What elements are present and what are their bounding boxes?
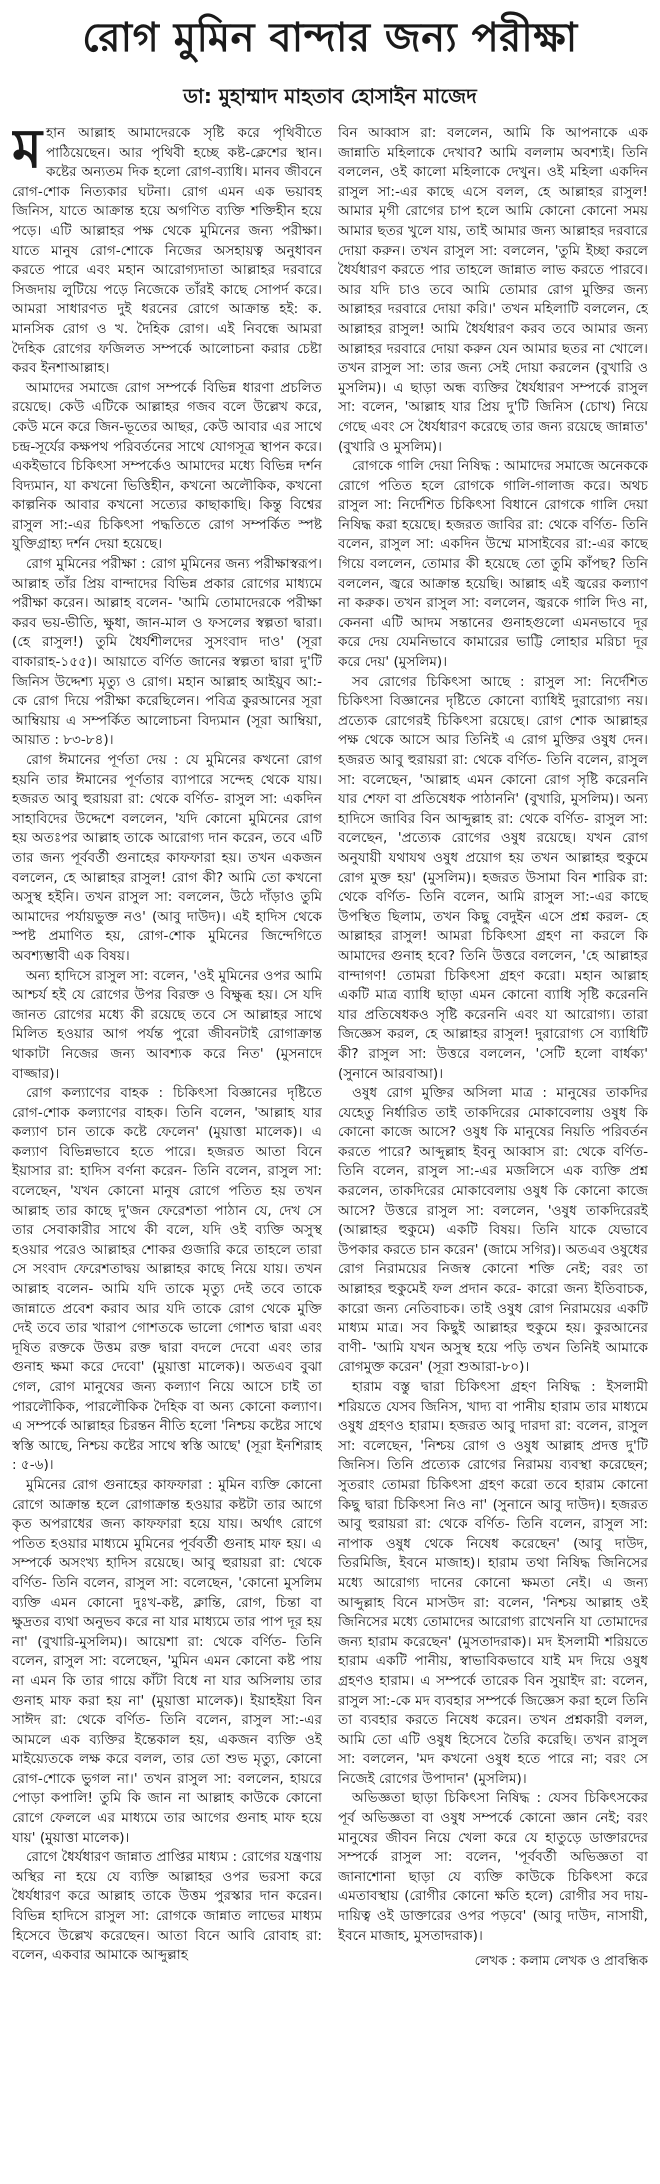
article-byline: ডা: মুহাম্মাদ মাহতাব হোসাইন মাজেদ — [183, 84, 477, 108]
author-note: লেখক : কলাম লেখক ও প্রাবন্ধিক — [474, 1954, 648, 1970]
paragraph: রোগকে গালি দেয়া নিষিদ্ধ : আমাদের সমাজে অনেককে রোগে পতিত হলে রোগকে গালি-গালাজ করে। অথচ রাসুল সা: নির্দেশিত চিকিৎসা বিধানে রোগকে গালি দেয়া নিষিদ্ধ করা হয়েছে। হজরত জাবির রা: থেকে বর্ণিত- তিনি বলেন, রাসুল সা: একদিন উম্মে মাসাইবের রা:-এর কাছে গিয়ে বললেন, তোমার কী হয়েছে তো তুমি কাঁপছ? তিনি বললেন, জ্বরে আক্রান্ত হয়েছি। আল্লাহ এই জ্বরের কল্যাণ না করুক। তখন রাসুল সা: বললেন, জ্বরকে গালি দিও না, কেননা এটি আদম সন্তানের গুনাহগুলো এমনভাবে দূর করে দেয় যেমনিভাবে কামারের ভাট্টি লোহার মরিচা দূর করে দেয়' (মুসলিম)। — [338, 458, 648, 671]
article-title: রোগ মুমিন বান্দার জন্য পরীক্ষা — [82, 15, 578, 61]
paragraph: ওষুধ রোগ মুক্তির অসিলা মাত্র : মানুষের তাকদির যেহেতু নির্ধারিত তাই তাকদিরের মোকাবেলায় ওষুধ কি কোনো কাজে আসে? ওষুধ কি মানুষের নিয়তি পরিবর্তন করতে পারে? আব্দুল্লাহ ইবনু আব্বাস রা: থেকে বর্ণিত- তিনি বলেন, রাসুল সা:-এর মজলিসে এক ব্যক্তি প্রশ্ন করলেন, তাকদিরের মোকাবেলায় ওষুধ কি কোনো কাজে আসে? উত্তরে রাসুল সা: বললেন, 'ওষুধ তাকদিরেরই (আল্লাহর হুকুমে) একটি বিষয়। তিনি যাকে যেভাবে উপকার করতে চান করেন' (জামে সগির)। অতএব ওষুধের রোগ নিরাময়ের নিজস্ব কোনো শক্তি নেই; বরং তা আল্লাহর হুকুমেই ফল প্রদান করে- কারো জন্য ইতিবাচক, কারো জন্য নেতিবাচক। তাই ওষুধ রোগ নিরাময়ের একটি মাধ্যম মাত্র। সব কিছুই আল্লাহর হুকুমে হয়। কুরআনের বাণী- 'আমি যখন অসুস্থ হয়ে পড়ি তখন তিনিই আমাকে রোগমুক্ত করেন' (সূরা শুআরা-৮০)। — [338, 1085, 648, 1376]
paragraph: রোগ ঈমানের পূর্ণতা দেয় : যে মুমিনের কখনো রোগ হয়নি তার ঈমানের পূর্ণতার ব্যাপারে সন্দেহ থেকে যায়। হজরত আবু হুরায়রা রা: থেকে বর্ণিত- রাসুল সা: একদিন সাহাবিদের উদ্দেশে বললেন, 'যদি কোনো মুমিনের রোগ হয় অতঃপর আল্লাহ তাকে আরোগ্য দান করেন, তবে এটি তার জন্য পূর্ববর্তী গুনাহের কাফফারা হয়। তখন একজন বললেন, হে আল্লাহর রাসুল! রোগ কী? আমি তো কখনো অসুস্থ হইনি। তখন রাসুল সা: বললেন, উঠে দাঁড়াও তুমি আমাদের পর্যায়ভুক্ত নও' (আবু দাউদ)। এই হাদিস থেকে স্পষ্ট প্রমাণিত হয়, রোগ-শোক মুমিনের জিন্দেগিতে অবশ্যম্ভাবী এক বিষয়। — [12, 752, 322, 964]
paragraph: বিন আব্বাস রা: বললেন, আমি কি আপনাকে এক জান্নাতি মহিলাকে দেখাব? আমি বললাম অবশ্যই। তিনি বললেন, ওই কালো মহিলাকে দেখুন। ওই মহিলা একদিন রাসুল সা:-এর কাছে এসে বলল, হে আল্লাহর রাসুল! আমার মৃগী রোগের চাপ হলে আমি কোনো কোনো সময় আমার ছতর খুলে যায়, তাই আমার জন্য আল্লাহর দরবারে দোয়া করুন। তখন রাসুল সা: বললেন, 'তুমি ইচ্ছা করলে ধৈর্যধারণ করতে পার তাহলে জান্নাত লাভ করতে পারবে। আর যদি চাও তবে আমি তোমার রোগ মুক্তির জন্য আল্লাহর দরবারে দোয়া করি।' তখন মহিলাটি বললেন, হে আল্লাহর রাসুল! আমি ধৈর্যধারণ করব তবে আমার জন্য আল্লাহর দরবারে দোয়া করুন যেন আমার ছতর না খোলে। তখন রাসুল সা: তার জন্য সেই দোয়া করলেন (বুখারি ও মুসলিম)। এ ছাড়া অন্ধ ব্যক্তির ধৈর্যধারণ সম্পর্কে রাসুল সা: বলেন, 'আল্লাহ যার প্রিয় দু'টি জিনিস (চোখ) নিয়ে গেছে এবং সে ধৈর্যধারণ করেছে তার জন্য রয়েছে জান্নাত' (বুখারি ও মুসলিম)। — [338, 125, 648, 455]
paragraph: রোগে ধৈর্যধারণ জান্নাত প্রাপ্তির মাধ্যম : রোগের যন্ত্রণায় অস্থির না হয়ে যে ব্যক্তি আল্লাহর ওপর ভরসা করে ধৈর্যধারণ করে আল্লাহ তাকে উত্তম পুরস্কার দান করেন। বিভিন্ন হাদিসে রাসুল সা: রোগকে জান্নাত লাভের মাধ্যম হিসেবে উল্লেখ করেছেন। আতা বিনে আবি রোবাহ রা: বলেন, একবার আমাকে আব্দুল্লাহ — [12, 1849, 322, 1964]
paragraph: মুমিনের রোগ গুনাহের কাফফারা : মুমিন ব্যক্তি কোনো রোগে আক্রান্ত হলে রোগাক্রান্ত হওয়ার কষ্টটা তার আগে কৃত অপরাধের জন্য কাফফারা হয়ে যায়। অর্থাৎ রোগে পতিত হওয়ার মাধ্যমে মুমিনের পূর্ববর্তী গুনাহ মাফ হয়। এ সম্পর্কে অসংখ্য হাদিস রয়েছে। আবু হুরায়রা রা: থেকে বর্ণিত- তিনি বলেন, রাসুল সা: বলেছেন, 'কোনো মুসলিম ব্যক্তি এমন কোনো দুঃখ-কষ্ট, ক্লান্তি, রোগ, চিন্তা বা ক্ষুদ্রতর ব্যথা অনুভব করে না যার মাধ্যমে তার পাপ দূর হয় না' (বুখারি-মুসলিম)। আয়েশা রা: থেকে বর্ণিত- তিনি বলেন, রাসুল সা: বলেছেন, 'মুমিন এমন কোনো কষ্ট পায় না এমন কি তার গায়ে কাঁটা বিধে না যার অসিলায় তার গুনাহ মাফ করা হয় না' (মুয়াত্তা মালেক)। ইয়াহইয়া বিন সাঈদ রা: থেকে বর্ণিত- তিনি বলেন, রাসুল সা:-এর আমলে এক ব্যক্তির ইন্তেকাল হয়, একজন ব্যক্তি ওই মাইয়্যেতকে লক্ষ করে বলল, তার তো শুভ মৃত্যু, কোনো রোগ-শোকে ভুগল না।' তখন রাসুল সা: বললেন, হায়রে পোড়া কপালি! তুমি কি জান না আল্লাহ কাউকে কোনো রোগে ফেললে এর মাধ্যমে তার আগের গুনাহ মাফ হয়ে যায়' (মুয়াত্তা মালেক)। — [12, 1476, 322, 1846]
left-column — [12, 124, 322, 2140]
paragraph: সব রোগের চিকিৎসা আছে : রাসুল সা: নির্দেশিত চিকিৎসা বিজ্ঞানের দৃষ্টিতে কোনো ব্যাধিই দুরারোগ্য নয়। প্রত্যেক রোগেরই চিকিৎসা রয়েছে। রোগ শোক আল্লাহর পক্ষ থেকে আসে আর তিনিই এ রোগ মুক্তির ওষুধ দেন। হজরত আবু হুরায়রা রা: থেকে বর্ণিত- তিনি বলেন, রাসুল সা: বলেছেন, 'আল্লাহ এমন কোনো রোগ সৃষ্টি করেননি যার শেফা বা প্রতিষেধক পাঠাননি' (বুখারি, মুসলিম)। অন্য হাদিসে জাবির বিন আব্দুল্লাহ রা: থেকে বর্ণিত- রাসুল সা: বলেছেন, 'প্রত্যেক রোগের ওষুধ রয়েছে। যখন রোগ অনুযায়ী যথাযথ ওষুধ প্রয়োগ হয় তখন আল্লাহর হুকুমে রোগ মুক্ত হয়' (মুসলিম)। হজরত উসামা বিন শারিক রা: থেকে বর্ণিত- তিনি বলেন, আমি রাসুল সা:-এর কাছে উপস্থিত ছিলাম, তখন কিছু বেদুইন এসে প্রশ্ন করল- হে আল্লাহর রাসুল! আমরা চিকিৎসা গ্রহণ না করলে কি আমাদের গুনাহ হবে? তিনি উত্তরে বললেন, 'হে আল্লাহর বান্দাগণ! তোমরা চিকিৎসা গ্রহণ করো। মহান আল্লাহ একটি মাত্র ব্যাধি ছাড়া এমন কোনো ব্যাধি সৃষ্টি করেননি যার প্রতিষেধকও সৃষ্টি করেননি এবং যা আরোগ্য। তারা জিজ্ঞেস করল, হে আল্লাহর রাসুল! দুরারোগ্য সে ব্যাধিটি কী? রাসুল সা: উত্তরে বললেন, 'সেটি হলো বার্ধক্য' (সুনানে আরবাআ)। — [338, 673, 648, 1082]
paragraph: রোগ মুমিনের পরীক্ষা : রোগ মুমিনের জন্য পরীক্ষাস্বরূপ। আল্লাহ তাঁর প্রিয় বান্দাদের বিভিন্ন প্রকার রোগের মাধ্যমে পরীক্ষা করেন। আল্লাহ বলেন- 'আমি তোমাদেরকে পরীক্ষা করব ভয়-ভীতি, ক্ষুধা, জান-মাল ও ফসলের স্বল্পতা দ্বারা। (হে রাসুল!) তুমি ধৈর্যশীলদের সুসংবাদ দাও' (সূরা বাকারাহ-১৫৫)। আয়াতে বর্ণিত জানের স্বল্পতা দ্বারা দু'টি জিনিস উদ্দেশ্য মৃত্যু ও রোগ। মহান আল্লাহ আইয়ুব আ:-কে রোগ দিয়ে পরীক্ষা করেছিলেন। পবিত্র কুরআনের সূরা আম্বিয়ায় এ সম্পর্কিত আলোচনা বিদ্যমান (সূরা আম্বিয়া, আয়াত : ৮৩-৮৪)। — [12, 556, 322, 749]
paragraph: রোগ কল্যাণের বাহক : চিকিৎসা বিজ্ঞানের দৃষ্টিতে রোগ-শোক কল্যাণের বাহক। তিনি বলেন, 'আল্লাহ যার কল্যাণ চান তাকে কষ্টে ফেলেন' (মুয়াত্তা মালেক)। এ কল্যাণ বিভিন্নভাবে হতে পারে। হজরত আতা বিনে ইয়াসার রা: হাদিস বর্ণনা করেন- তিনি বলেন, রাসুল সা: বলেছেন, 'যখন কোনো মানুষ রোগে পতিত হয় তখন আল্লাহ তার কাছে দু'জন ফেরেশতা পাঠান যে, দেখ সে তার সেবাকারীর সাথে কী বলে, যদি ওই ব্যক্তি অসুস্থ হওয়ার পরেও আল্লাহর শোকর গুজারি করে তাহলে তারা সে সংবাদ ফেরেশতাদ্বয় আল্লাহর কাছে নিয়ে যায়। তখন আল্লাহ বলেন- আমি যদি তাকে মৃত্যু দেই তবে তাকে জান্নাতে প্রবেশ করাব আর যদি তাকে রোগ থেকে মুক্তি দেই তবে তার খারাপ গোশতকে ভালো গোশত দ্বারা এবং দূষিত রক্তকে উত্তম রক্ত দ্বারা বদলে দেবো এবং তার গুনাহ ক্ষমা করে দেবো' (মুয়াত্তা মালেক)। অতএব বুঝা গেল, রোগ মানুষের জন্য কল্যাণ নিয়ে আসে চাই তা পারলৌকিক, পারলৌকিক দৈহিক বা অন্য কোনো কল্যাণ। এ সম্পর্কে আল্লাহর চিরন্তন নীতি হলো 'নিশ্চয় কষ্টের সাথে স্বস্তি আছে, নিশ্চয় কষ্টের সাথে স্বস্তি আছে' (সূরা ইনশিরাহ : ৫-৬)। — [12, 1085, 322, 1474]
paragraph: হারাম বস্তু দ্বারা চিকিৎসা গ্রহণ নিষিদ্ধ : ইসলামী শরিয়তে যেসব জিনিস, খাদ্য বা পানীয় হারাম তার মাধ্যমে ওষুধ গ্রহণও হারাম। হজরত আবু দারদা রা: বলেন, রাসুল সা: বলেছেন, 'নিশ্চয় রোগ ও ওষুধ আল্লাহ প্রদত্ত দু'টি জিনিস। তিনি প্রত্যেক রোগের নিরাময় ব্যবস্থা করেছেন; সুতরাং তোমরা চিকিৎসা গ্রহণ করো তবে হারাম কোনো কিছু দ্বারা চিকিৎসা নিও না' (সুনানে আবু দাউদ)। হজরত আবু হুরায়রা রা: থেকে বর্ণিত- তিনি বলেন, রাসুল সা: নাপাক ওষুধ থেকে নিষেধ করেছেন' (আবু দাউদ, তিরমিজি, ইবনে মাজাহ)। হারাম তথা নিষিদ্ধ জিনিসের মধ্যে আরোগ্য দানের কোনো ক্ষমতা নেই। এ জন্য আব্দুল্লাহ বিনে মাসউদ রা: বলেন, 'নিশ্চয় আল্লাহ ওই জিনিসের মধ্যে তোমাদের আরোগ্য রাখেননি যা তোমাদের জন্য হারাম করেছেন' (মুসতাদরাক)। মদ ইসলামী শরিয়তে হারাম একটি পানীয়, স্বাভাবিকভাবে যাই মদ দিয়ে ওষুধ গ্রহণও হারাম। এ সম্পর্কে তারেক বিন সুয়াইদ রা: বলেন, রাসুল সা:-কে মদ ব্যবহার সম্পর্কে জিজ্ঞেস করা হলে তিনি তা ব্যবহার করতে নিষেধ করেন। তখন প্রশ্নকারী বলল, আমি তো এটি ওষুধ হিসেবে তৈরি করেছি। তখন রাসুল সা: বললেন, 'মদ কখনো ওষুধ হতে পারে না; বরং সে নিজেই রোগের উপাদান' (মুসলিম)। — [338, 1379, 648, 1787]
right-column — [338, 124, 648, 2140]
paragraph: অভিজ্ঞতা ছাড়া চিকিৎসা নিষিদ্ধ : যেসব চিকিৎসকের পূর্ব অভিজ্ঞতা বা ওষুধ সম্পর্কে কোনো জ্ঞান নেই; বরং মানুষের জীবন নিয়ে খেলা করে যে হাতুড়ে ডাক্তারদের সম্পর্কে রাসুল সা: বলেন, 'পূর্ববর্তী অভিজ্ঞতা বা জানাশোনা ছাড়া যে ব্যক্তি কাউকে চিকিৎসা করে এমতাবস্থায় (রোগীর কোনো ক্ষতি হলে) রোগীর সব দায়-দায়িত্ব ওই ডাক্তারের ওপর পড়বে' (আবু দাউদ, নাসায়ী, ইবনে মাজাহ, মুসতাদরাক)। — [338, 1790, 648, 1944]
paragraph: অন্য হাদিসে রাসুল সা: বলেন, 'ওই মুমিনের ওপর আমি আশ্চর্য হই যে রোগের উপর বিরক্ত ও বিক্ষুব্ধ হয়। সে যদি জানত রোগের মধ্যে কী রয়েছে তবে সে আল্লাহর সাথে মিলিত হওয়ার আগ পর্যন্ত পুরো জীবনটাই রোগাক্রান্ত থাকাটা নিজের জন্য আবশ্যক করে নিত' (মুসনাদে বাজ্জার)। — [12, 967, 322, 1082]
article-body — [12, 124, 648, 2140]
paragraph: আমাদের সমাজে রোগ সম্পর্কে বিভিন্ন ধারণা প্রচলিত রয়েছে। কেউ এটিকে আল্লাহর গজব বলে উল্লেখ করে, কেউ মনে করে জিন-ভূতের আছর, কেউ আবার এর সাথে চন্দ্র-সূর্যের কক্ষপথ পরিবর্তনের সাথে যোগসূত্র স্থাপন করে। একইভাবে চিকিৎসা সম্পর্কেও আমাদের মধ্যে বিভিন্ন দর্শন বিদ্যমান, যা কখনো ভিত্তিহীন, কখনো অলৌকিক, কখনো কাল্পনিক আবার কখনো সত্যের কাছাকাছি। কিন্তু বিশ্বের রাসুল সা:-এর চিকিৎসা পদ্ধতিতে রোগ সম্পর্কিত স্পষ্ট যুক্তিগ্রাহ্য দর্শন দেয়া হয়েছে। — [12, 379, 322, 553]
paragraph: হান আল্লাহ আমাদেরকে সৃষ্টি করে পৃথিবীতে পাঠিয়েছেন। আর পৃথিবী হচ্ছে কষ্ট-ক্লেশের স্থান। কষ্টের অন্যতম দিক হলো রোগ-ব্যাধি। মানব জীবনে রোগ-শোক নিত্যকার ঘটনা। রোগ এমন এক ভয়াবহ জিনিস, যাতে আক্রান্ত হয়ে অগণিত ব্যক্তি শক্তিহীন হয়ে পড়ে। এটি আল্লাহর পক্ষ থেকে মুমিনের জন্য পরীক্ষা। যাতে মানুষ রোগ-শোকে নিজের অসহায়ত্ব অনুধাবন করতে পারে এবং মহান আরোগ্যদাতা আল্লাহর দরবারে সিজদায় লুটিয়ে পড়ে নিজেকে তাঁরই কাছে সোপর্দ করে। আমরা সাধারণত দুই ধরনের রোগে আক্রান্ত হই: ক. মানসিক রোগ ও খ. দৈহিক রোগ। এই নিবন্ধে আমরা দৈহিক রোগের ফজিলত সম্পর্কে আলোচনা করার চেষ্টা করব ইনশাআল্লাহ। — [12, 125, 322, 377]
drop-cap: ম — [12, 124, 42, 180]
